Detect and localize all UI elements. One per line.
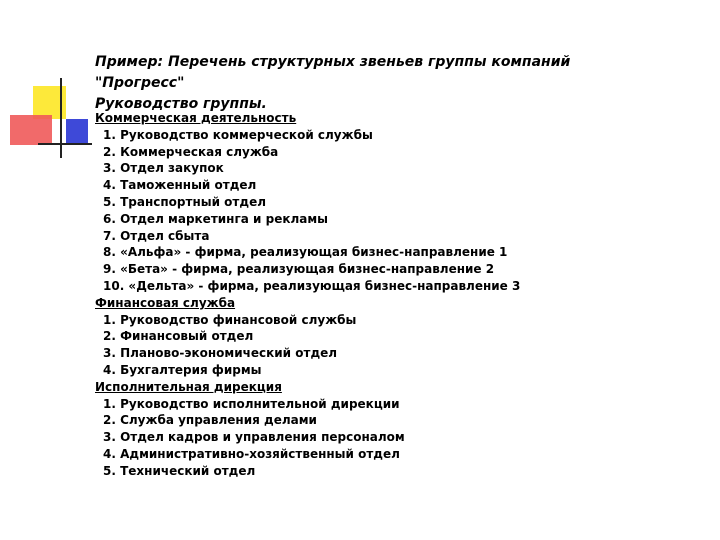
list-item: 10. «Дельта» - фирма, реализующая бизнес-направление 3	[103, 278, 521, 293]
structure-list	[95, 110, 705, 480]
list-item: 2. Служба управления делами	[103, 413, 317, 428]
list-item: 1. Руководство коммерческой службы	[103, 127, 373, 142]
list-item: 1. Руководство финансовой службы	[103, 312, 357, 327]
blue-square	[66, 119, 88, 143]
title-line-3: Руководство группы.	[95, 96, 267, 112]
list-item: 2. Коммерческая служба	[103, 144, 279, 159]
list-item: 6. Отдел маркетинга и рекламы	[103, 211, 329, 226]
list-item: 8. «Альфа» - фирма, реализующая бизнес-направление 1	[103, 245, 508, 260]
list-item: 2. Финансовый отдел	[103, 329, 254, 344]
title-line-2: "Прогресс"	[95, 75, 185, 91]
page-title	[95, 52, 695, 115]
list-item: 9. «Бета» - фирма, реализующая бизнес-направление 2	[103, 262, 495, 277]
section-commercial	[95, 110, 705, 295]
title-line-1: Пример: Перечень структурных звеньев группы компаний	[95, 54, 571, 70]
section-finance	[95, 295, 705, 379]
list-item: 5. Транспортный отдел	[103, 194, 266, 209]
list-item: 4. Бухгалтерия фирмы	[103, 362, 262, 377]
list-item: 4. Таможенный отдел	[103, 178, 257, 193]
section-title: Исполнительная дирекция	[95, 379, 282, 394]
list-item: 1. Руководство исполнительной дирекции	[103, 396, 400, 411]
list-item: 7. Отдел сбыта	[103, 228, 210, 243]
list-item: 4. Административно-хозяйственный отдел	[103, 446, 400, 461]
list-item: 5. Технический отдел	[103, 463, 256, 478]
red-square	[10, 115, 52, 145]
list-item: 3. Планово-экономический отдел	[103, 346, 338, 361]
list-item: 3. Отдел кадров и управления персоналом	[103, 430, 405, 445]
section-title: Финансовая служба	[95, 295, 236, 310]
section-executive	[95, 379, 705, 480]
decorative-color-blocks	[0, 0, 110, 180]
list-item: 3. Отдел закупок	[103, 161, 224, 176]
section-title: Коммерческая деятельность	[95, 111, 297, 125]
